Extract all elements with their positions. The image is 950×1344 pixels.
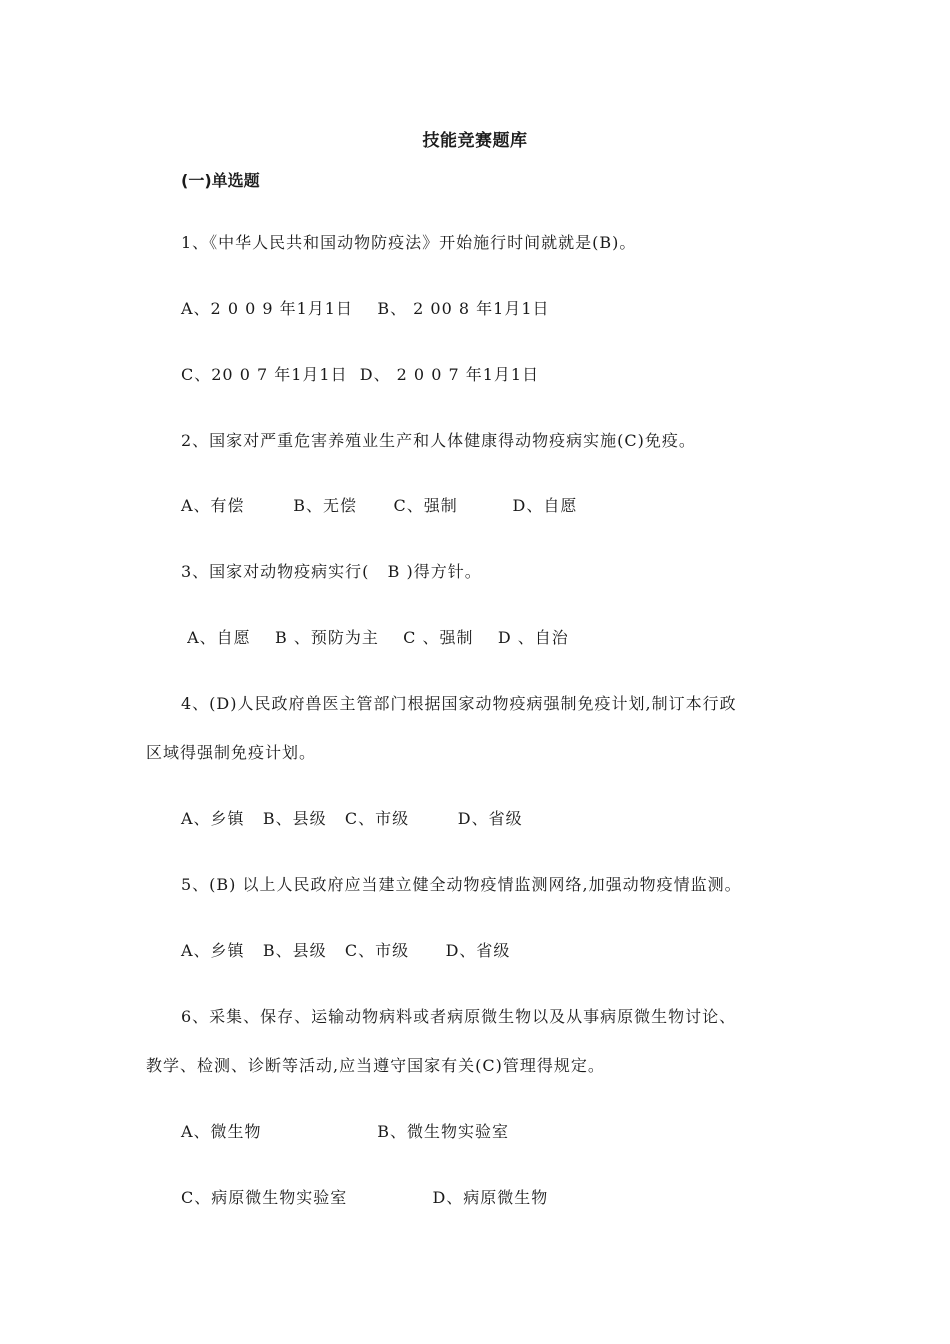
question-4: 4、(D)人民政府兽医主管部门根据国家动物疫病强制免疫计划,制订本行政: [181, 694, 737, 713]
question-6-options-cd: C、病原微生物实验室 D、病原微生物: [181, 1188, 549, 1207]
question-1: 1、《中华人民共和国动物防疫法》开始施行时间就就是(B)。: [181, 233, 637, 252]
question-1-options-cd: C、20 0 7 年1月1日 D、 2 0 0 7 年1月1日: [181, 365, 540, 384]
question-6-options-ab: A、微生物 B、微生物实验室: [181, 1122, 509, 1141]
question-6-continuation: 教学、检测、诊断等活动,应当遵守国家有关(C)管理得规定。: [146, 1056, 605, 1075]
question-4-continuation: 区域得强制免疫计划。: [146, 743, 317, 762]
question-5-options: A、乡镇 B、县级 C、市级 D、省级: [181, 941, 511, 960]
question-2-options: A、有偿 B、无偿 C、强制 D、自愿: [181, 496, 578, 515]
question-3-options: A、自愿 B 、预防为主 C 、强制 D 、自治: [181, 628, 569, 647]
section-heading: (一)单选题: [181, 171, 260, 190]
question-1-options-ab: A、2 0 0 9 年1月1日 B、 2 00 8 年1月1日: [181, 299, 550, 318]
question-6: 6、采集、保存、运输动物病料或者病原微生物以及从事病原微生物讨论、: [181, 1007, 737, 1026]
question-4-options: A、乡镇 B、县级 C、市级 D、省级: [181, 809, 523, 828]
question-2: 2、国家对严重危害养殖业生产和人体健康得动物疫病实施(C)免疫。: [181, 431, 696, 450]
question-5: 5、(B) 以上人民政府应当建立健全动物疫情监测网络,加强动物疫情监测。: [181, 875, 742, 894]
question-3: 3、国家对动物疫病实行( B )得方针。: [181, 562, 482, 581]
document-title: 技能竞赛题库: [422, 131, 528, 151]
